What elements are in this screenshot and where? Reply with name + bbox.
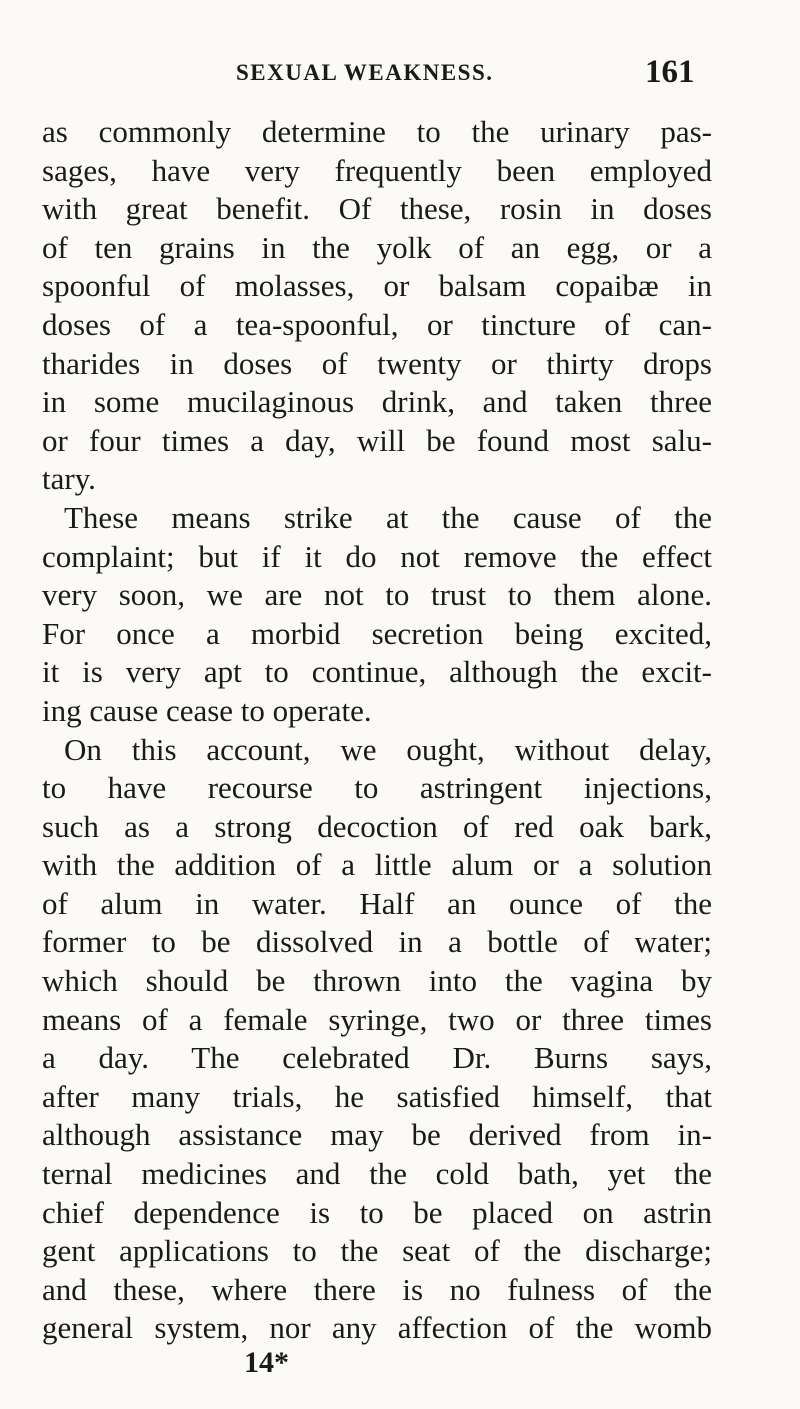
text-line: it is very apt to continue, although the excit-	[42, 654, 712, 690]
running-head	[0, 54, 800, 94]
text-line: a day. The celebrated Dr. Burns says,	[42, 1040, 712, 1076]
page-number: 161	[645, 54, 695, 90]
text-line: with the addition of a little alum or a solution	[42, 847, 712, 883]
text-line: such as a strong decoction of red oak bark,	[42, 808, 712, 844]
paragraph-start-line: These means strike at the cause of the	[64, 499, 712, 535]
text-line: with great benefit. Of these, rosin in doses	[42, 191, 712, 227]
text-line: chief dependence is to be placed on astrin	[42, 1194, 712, 1230]
text-line: very soon, we are not to trust to them alone.	[42, 577, 712, 613]
text-line: or four times a day, will be found most salu-	[42, 422, 712, 458]
text-line: doses of a tea-spoonful, or tincture of can-	[42, 306, 712, 342]
text-line: sages, have very frequently been employed	[42, 152, 712, 188]
text-line: complaint; but if it do not remove the effect	[42, 538, 712, 574]
text-line: which should be thrown into the vagina by	[42, 963, 712, 999]
running-title: SEXUAL WEAKNESS.	[236, 60, 494, 85]
text-line: ing cause cease to operate.	[42, 692, 372, 728]
body-text	[42, 113, 712, 1348]
text-line: of ten grains in the yolk of an egg, or a	[42, 229, 712, 265]
text-line: tary.	[42, 461, 96, 497]
text-line: and these, where there is no fulness of the	[42, 1271, 712, 1307]
text-line: For once a morbid secretion being excited,	[42, 615, 712, 651]
text-line: of alum in water. Half an ounce of the	[42, 885, 712, 921]
text-line: gent applications to the seat of the discharge;	[42, 1233, 712, 1269]
text-line: spoonful of molasses, or balsam copaibæ in	[42, 268, 712, 304]
text-line: tharides in doses of twenty or thirty drops	[42, 345, 712, 381]
text-line: means of a female syringe, two or three times	[42, 1001, 712, 1037]
paragraph-start-line: On this account, we ought, without delay,	[64, 731, 712, 767]
text-line: general system, nor any affection of the womb	[42, 1310, 712, 1346]
signature-mark: 14*	[244, 1346, 289, 1379]
text-line: ternal medicines and the cold bath, yet the	[42, 1156, 712, 1192]
text-line: after many trials, he satisfied himself, that	[42, 1078, 712, 1114]
text-line: former to be dissolved in a bottle of water;	[42, 924, 712, 960]
text-line: in some mucilaginous drink, and taken three	[42, 384, 712, 420]
text-line: as commonly determine to the urinary pas-	[42, 114, 712, 149]
text-line: to have recourse to astringent injections,	[42, 770, 712, 806]
text-line: although assistance may be derived from in-	[42, 1117, 712, 1153]
